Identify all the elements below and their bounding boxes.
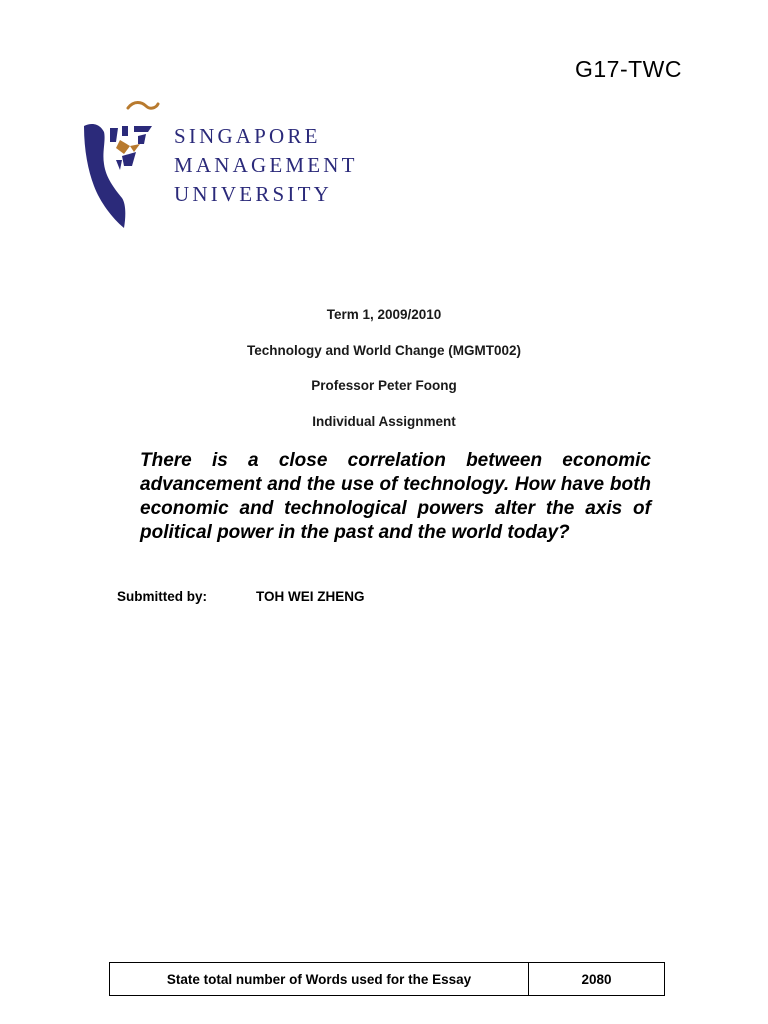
university-name xyxy=(174,122,358,209)
submitted-by-label: Submitted by: xyxy=(117,589,207,604)
university-logo xyxy=(82,100,382,232)
professor-line: Professor Peter Foong xyxy=(311,378,457,393)
logo-line-university: UNIVERSITY xyxy=(174,182,332,206)
essay-question: There is a close correlation between economic advancement and the use of technology. How have both economic and technological powers alter the axis of political power in the past and the world today? xyxy=(140,450,651,543)
lion-head-emblem-icon xyxy=(82,100,172,232)
logo-line-singapore: SINGAPORE xyxy=(174,124,321,148)
module-line: Technology and World Change (MGMT002) xyxy=(246,343,521,358)
word-count-value: 2080 xyxy=(581,971,612,987)
word-count-label: State total number of Words used for the Essay xyxy=(110,963,529,995)
term-line: Term 1, 2009/2010 xyxy=(326,307,442,322)
logo-line-management: MANAGEMENT xyxy=(174,153,358,177)
student-name: TOH WEI ZHENG xyxy=(256,589,365,604)
word-count-table xyxy=(109,962,665,996)
group-code: G17-TWC xyxy=(575,56,682,82)
assignment-type-line: Individual Assignment xyxy=(312,414,456,429)
